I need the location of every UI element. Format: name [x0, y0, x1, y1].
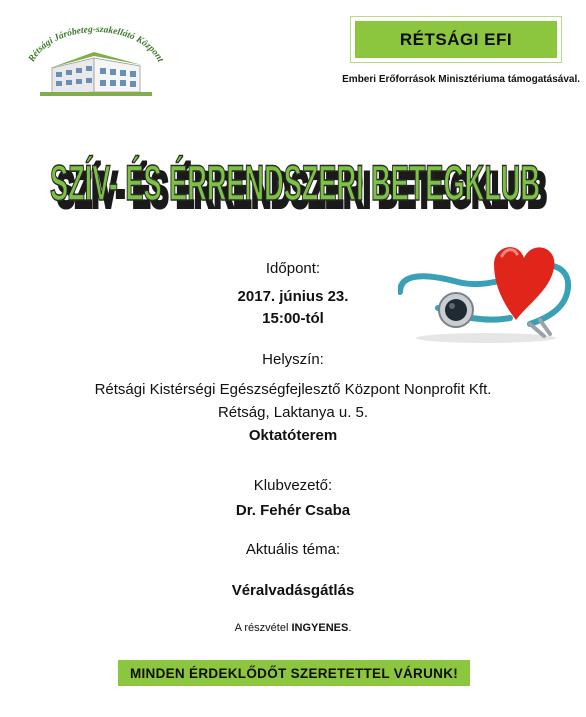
page-title: SZÍV- ÉS ÉRRENDSZERI BETEGKLUB — [50, 155, 540, 211]
participation-free: INGYENES — [291, 622, 349, 634]
place-section — [0, 350, 586, 446]
leader-label: Klubvezető: — [253, 477, 333, 494]
event-time: 15:00-tól — [262, 310, 324, 327]
participation-note — [0, 618, 586, 638]
title-wordart — [30, 128, 560, 228]
place-label: Helyszín: — [262, 351, 324, 368]
ministry-support-text: Emberi Erőforrások Minisztériuma támogatásával. — [342, 74, 580, 85]
welcome-banner: MINDEN ÉRDEKLŐDŐT SZERETETTEL VÁRUNK! — [118, 660, 470, 686]
topic-label: Aktuális téma: — [245, 541, 341, 558]
event-date: 2017. június 23. — [237, 288, 349, 305]
time-section — [148, 258, 438, 330]
place-address: Rétság, Laktanya u. 5. — [217, 404, 369, 421]
efi-badge — [351, 17, 561, 62]
participation-suffix: . — [348, 622, 352, 634]
logo-text: Rétsági Járóbeteg-szakellátó Központ — [27, 24, 166, 64]
leader-section — [0, 476, 586, 521]
efi-label: RÉTSÁGI EFI — [399, 29, 513, 49]
place-name: Rétsági Kistérségi Egészségfejlesztő Központ Nonprofit Kft. — [94, 381, 492, 398]
place-room: Oktatóterem — [248, 427, 338, 444]
leader-name: Dr. Fehér Csaba — [235, 502, 351, 519]
topic-value: Véralvadásgátlás — [231, 582, 355, 599]
page-title-shadow: SZÍV- ÉS ÉRRENDSZERI BETEGKLUB — [57, 162, 547, 218]
clinic-logo — [22, 18, 170, 100]
participation-prefix: A részvétel — [234, 622, 292, 634]
time-label: Időpont: — [265, 260, 321, 277]
